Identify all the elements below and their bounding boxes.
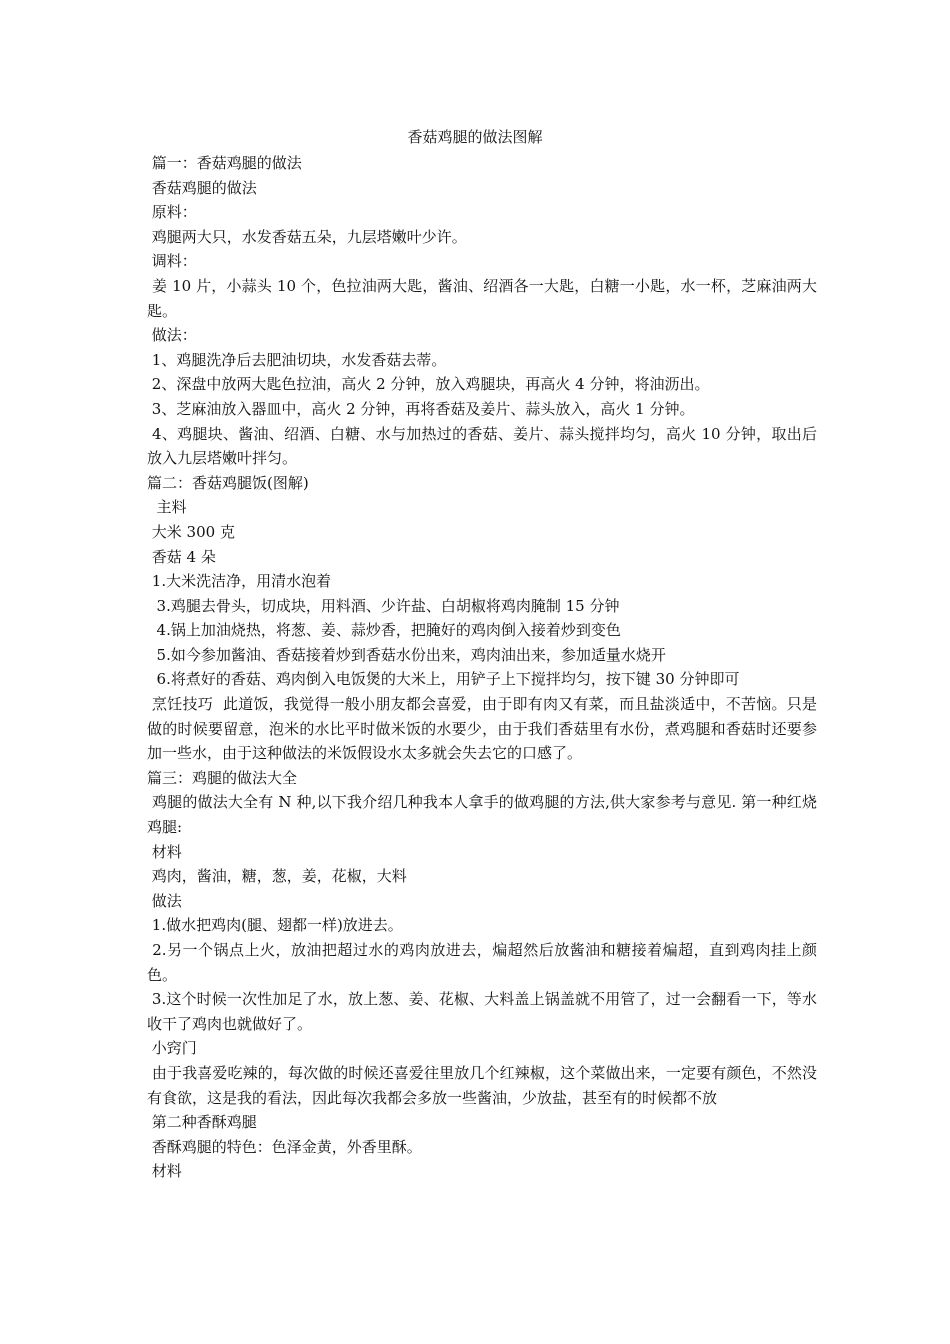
paragraph: 做法： (147, 326, 197, 345)
paragraph: 大米 300 克 (147, 522, 235, 541)
paragraph: 2.另一个锅点上火，放油把超过水的鸡肉放进去，煸超然后放酱油和糖接着煸超，直到鸡肉挂上颜色。 (147, 941, 817, 984)
paragraph: 小窍门 (147, 1039, 197, 1058)
paragraph: 由于我喜爱吃辣的，每次做的时候还喜爱往里放几个红辣椒，这个菜做出来，一定要有颜色，不然没有食欲，这是我的看法，因此每次我都会多放一些酱油，少放盐，甚至有的时候都不放 (147, 1063, 817, 1107)
paragraph: 香菇 4 朵 (147, 547, 216, 566)
paragraph: 调料： (147, 252, 197, 271)
paragraph: 材料 (147, 1162, 182, 1181)
paragraph: 篇一：香菇鸡腿的做法 (147, 154, 302, 172)
document-title: 香菇鸡腿的做法图解 (407, 128, 543, 146)
paragraph: 1、鸡腿洗净后去肥油切块，水发香菇去蒂。 (147, 350, 447, 369)
paragraph: 1.大米洗洁净，用清水泡着 (147, 572, 332, 591)
paragraph: 鸡腿的做法大全有 N 种,以下我介绍几种我本人拿手的做鸡腿的方法,供大家参考与意见. 第一种红烧鸡腿: (147, 793, 817, 837)
paragraph: 烹饪技巧 此道饭，我觉得一般小朋友都会喜爱，由于即有肉又有菜，而且盐淡适中，不苦恼。只是做的时候要留意，泡米的水比平时做米饭的水要少，由于我们香菇里有水份，煮鸡腿和香菇时还要参加一些水，由于这种做法的米饭假设水太多就会失去它的口感了。 (147, 695, 817, 763)
paragraph: 姜 10 片，小蒜头 10 个，色拉油两大匙，酱油、绍酒各一大匙，白糖一小匙，水一杯，芝麻油两大匙。 (147, 276, 817, 320)
paragraph: 2、深盘中放两大匙色拉油，高火 2 分钟，放入鸡腿块，再高火 4 分钟，将油沥出。 (147, 375, 710, 394)
paragraph: 4.锅上加油烧热，将葱、姜、蒜炒香，把腌好的鸡肉倒入接着炒到变色 (147, 621, 621, 640)
paragraph: 6.将煮好的香菇、鸡肉倒入电饭煲的大米上，用铲子上下搅拌均匀，按下键 30 分钟即可 (147, 670, 740, 689)
paragraph: 香酥鸡腿的特色：色泽金黄，外香里酥。 (147, 1137, 422, 1156)
paragraph: 1.做水把鸡肉(腿、翅都一样)放进去。 (147, 916, 403, 935)
paragraph: 主料 (147, 498, 187, 517)
paragraph: 3.这个时候一次性加足了水，放上葱、姜、花椒、大料盖上锅盖就不用管了，过一会翻看一下，等水收干了鸡肉也就做好了。 (147, 990, 817, 1033)
paragraph: 5.如今参加酱油、香菇接着炒到香菇水份出来，鸡肉油出来，参加适量水烧开 (147, 645, 666, 664)
paragraph: 篇三：鸡腿的做法大全 (147, 768, 298, 787)
document-body (147, 151, 817, 1184)
paragraph: 鸡腿两大只，水发香菇五朵，九层塔嫩叶少许。 (147, 227, 467, 246)
paragraph: 做法 (147, 891, 182, 910)
paragraph: 原料： (147, 203, 197, 222)
paragraph: 第二种香酥鸡腿 (147, 1113, 257, 1132)
paragraph: 鸡肉，酱油，糖，葱，姜，花椒，大料 (147, 867, 407, 886)
paragraph: 篇二：香菇鸡腿饭(图解) (147, 473, 309, 492)
paragraph: 材料 (147, 842, 182, 861)
paragraph: 3、芝麻油放入器皿中，高火 2 分钟，再将香菇及姜片、蒜头放入，高火 1 分钟。 (147, 399, 695, 418)
paragraph: 3.鸡腿去骨头，切成块，用料酒、少许盐、白胡椒将鸡肉腌制 15 分钟 (147, 596, 620, 615)
paragraph: 4、鸡腿块、酱油、绍酒、白糖、水与加热过的香菇、姜片、蒜头搅拌均匀，高火 10 分钟，取出后放入九层塔嫩叶拌匀。 (147, 424, 817, 468)
paragraph: 香菇鸡腿的做法 (147, 178, 257, 197)
